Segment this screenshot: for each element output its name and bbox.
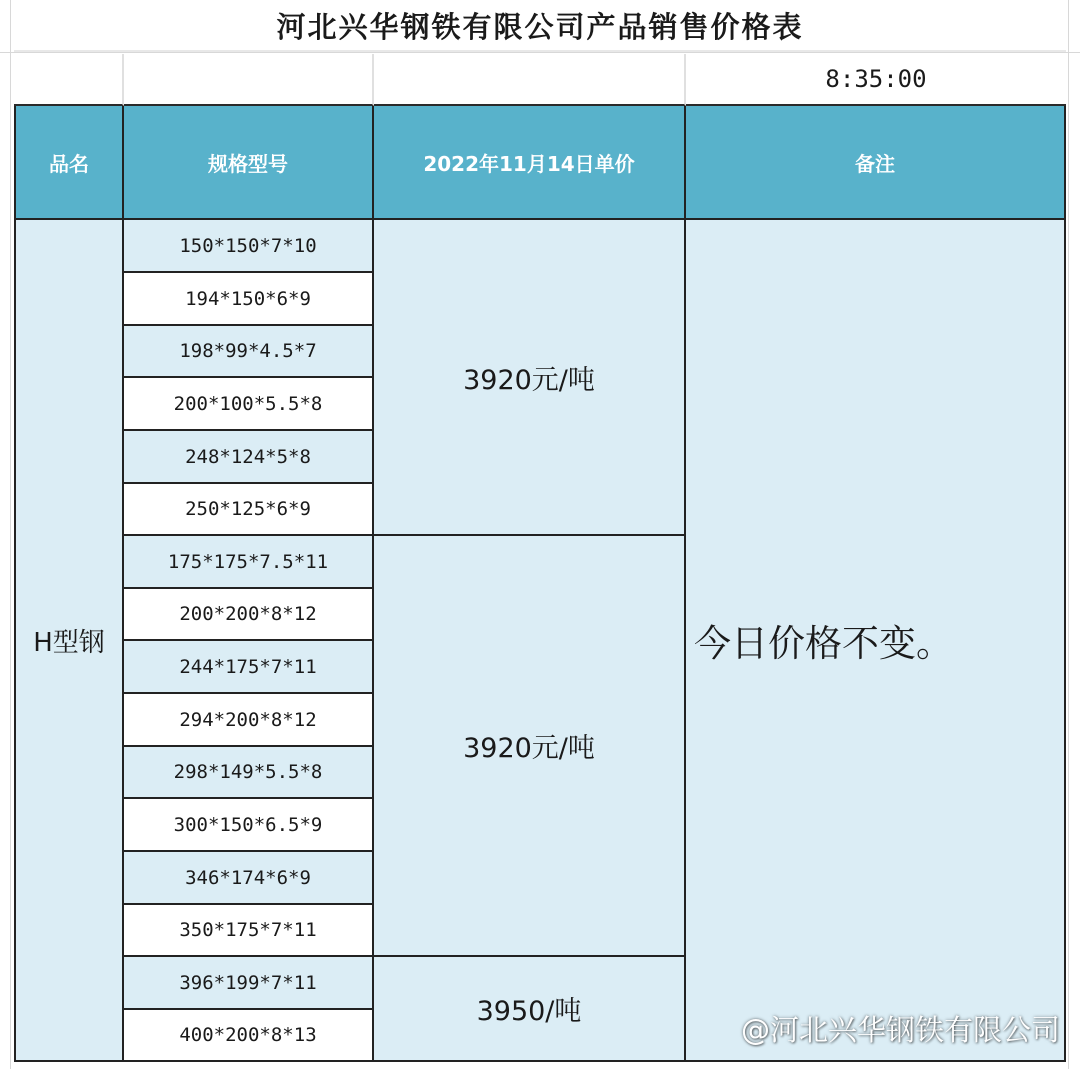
price-cell: 3920元/吨 — [374, 536, 686, 957]
spec-cell: 346*174*6*9 — [124, 852, 374, 905]
blank-cell — [374, 54, 686, 106]
remark-cell: 今日价格不变。 — [686, 220, 1066, 1062]
spec-cell: 198*99*4.5*7 — [124, 326, 374, 378]
spec-cell: 400*200*8*13 — [124, 1010, 374, 1062]
spec-cell: 200*100*5.5*8 — [124, 378, 374, 431]
spec-cell: 194*150*6*9 — [124, 273, 374, 326]
price-cell: 3950/吨 — [374, 957, 686, 1062]
header-unit-price: 2022年11月14日单价 — [374, 106, 686, 220]
spec-cell: 244*175*7*11 — [124, 641, 374, 694]
spec-cell: 300*150*6.5*9 — [124, 799, 374, 852]
sheet-gridline — [1068, 0, 1069, 1069]
spec-cell: 396*199*7*11 — [124, 957, 374, 1010]
spec-cell: 298*149*5.5*8 — [124, 747, 374, 799]
blank-cell — [124, 54, 374, 106]
watermark-text: @河北兴华钢铁有限公司 — [740, 1013, 1060, 1047]
header-spec: 规格型号 — [124, 106, 374, 220]
time-display: 8:35:00 — [686, 54, 1066, 106]
spec-cell: 248*124*5*8 — [124, 431, 374, 484]
spec-cell: 250*125*6*9 — [124, 484, 374, 536]
spec-cell: 294*200*8*12 — [124, 694, 374, 747]
sheet-gridline — [0, 52, 1080, 53]
product-name-cell: H型钢 — [14, 220, 124, 1062]
sheet-gridline — [10, 0, 11, 1069]
spec-cell: 175*175*7.5*11 — [124, 536, 374, 589]
spec-cell: 200*200*8*12 — [124, 589, 374, 641]
blank-cell — [14, 54, 124, 106]
header-remark: 备注 — [686, 106, 1066, 220]
header-product-name: 品名 — [14, 106, 124, 220]
price-cell: 3920元/吨 — [374, 220, 686, 536]
page-title: 河北兴华钢铁有限公司产品销售价格表 — [14, 0, 1066, 52]
spec-cell: 150*150*7*10 — [124, 220, 374, 273]
spec-cell: 350*175*7*11 — [124, 905, 374, 957]
